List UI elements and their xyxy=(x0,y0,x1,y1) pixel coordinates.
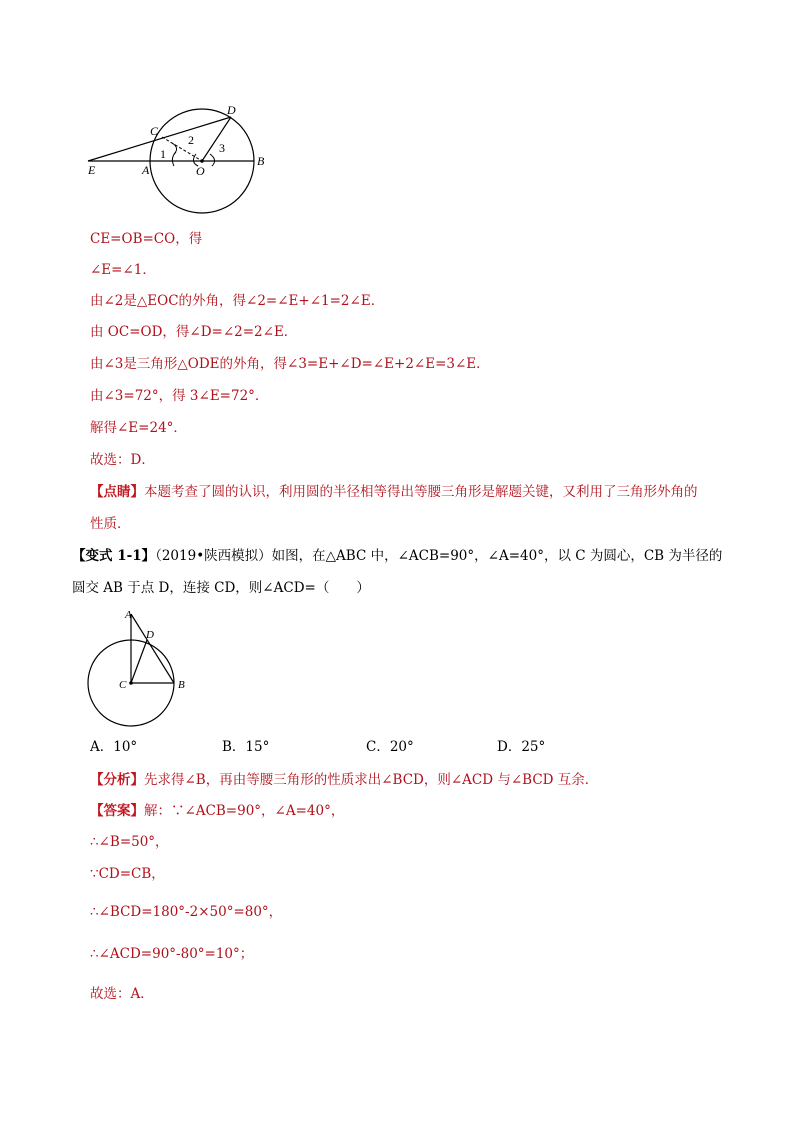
answer-line1 xyxy=(90,801,344,821)
solution1-line6: 由∠3=72°，得 3∠E=72°． xyxy=(90,388,269,404)
line-oc xyxy=(162,137,202,161)
label-b2: B xyxy=(178,679,185,691)
solution1-line7: 解得∠E=24°． xyxy=(90,420,187,436)
solution1-line5: 由∠3是三角形△ODE的外角，得∠3=E+∠D=∠E+2∠E=3∠E． xyxy=(90,356,490,372)
comment-line xyxy=(90,482,698,502)
answer-line4: ∴∠BCD=180°-2×50°=80°， xyxy=(90,904,283,920)
solution1-line4: 由 OC=OD，得∠D=∠2=2∠E． xyxy=(90,324,298,340)
variant-tag: 【变式 1-1】 xyxy=(72,548,156,564)
answer-line2: ∴∠B=50°， xyxy=(90,834,169,850)
variant-line1 xyxy=(72,546,722,566)
analysis-tag: 【分析】 xyxy=(90,772,144,788)
angle-arc-2 xyxy=(172,143,177,154)
label-a2: A xyxy=(125,609,132,621)
label-3: 3 xyxy=(219,141,225,155)
answer-tag: 【答案】 xyxy=(90,803,144,819)
figure-circle-secant xyxy=(80,98,280,218)
label-e: E xyxy=(88,163,96,177)
label-d2: D xyxy=(146,629,154,641)
line-od xyxy=(202,117,231,161)
label-d: D xyxy=(227,103,236,117)
line-cd xyxy=(131,640,147,683)
solution1-line8: 故选：D． xyxy=(90,452,155,468)
solution1-line2: ∠E=∠1． xyxy=(90,262,156,278)
label-c: C xyxy=(150,124,159,138)
option-a[interactable]: A．10° xyxy=(90,739,138,755)
angle-arc-3 xyxy=(210,154,215,166)
label-b: B xyxy=(257,154,265,168)
answer-text1: 解：∵∠ACB=90°，∠A=40°， xyxy=(144,803,345,819)
variant-text1: 如图，在△ABC 中，∠ACB=90°，∠A=40°，以 C 为圆心，CB 为半径的 xyxy=(271,548,723,564)
option-c[interactable]: C．20° xyxy=(366,739,414,755)
option-d[interactable]: D．25° xyxy=(497,739,546,755)
answer-line6: 故选：A． xyxy=(90,986,154,1002)
analysis-text: 先求得∠B，再由等腰三角形的性质求出∠BCD，则∠ACD 与∠BCD 互余． xyxy=(144,772,599,788)
comment-tag: 【点睛】 xyxy=(90,484,144,500)
comment-line2: 性质． xyxy=(90,516,131,532)
label-a: A xyxy=(142,163,150,177)
label-c2: C xyxy=(119,679,127,691)
figure-circle-triangle xyxy=(86,606,196,732)
analysis-line xyxy=(90,770,598,790)
label-1: 1 xyxy=(160,147,166,161)
solution1-line1: CE=OB=CO，得 xyxy=(90,231,203,247)
answer-line3: ∵CD=CB， xyxy=(90,866,165,882)
variant-source: （2019•陕西模拟） xyxy=(155,548,272,564)
answer-line5: ∴∠ACD=90°-80°=10°； xyxy=(90,946,254,962)
solution1-line3: 由∠2是△EOC的外角，得∠2=∠E+∠1=2∠E． xyxy=(90,293,385,309)
option-b[interactable]: B．15° xyxy=(222,739,270,755)
line-ab xyxy=(131,614,174,683)
label-o: O xyxy=(196,164,205,178)
label-2: 2 xyxy=(188,133,194,147)
variant-line2: 圆交 AB 于点 D，连接 CD，则∠ACD=（ ） xyxy=(72,580,370,596)
comment-text: 本题考查了圆的认识，利用圆的半径相等得出等腰三角形是解题关键，又利用了三角形外角的 xyxy=(144,484,698,500)
